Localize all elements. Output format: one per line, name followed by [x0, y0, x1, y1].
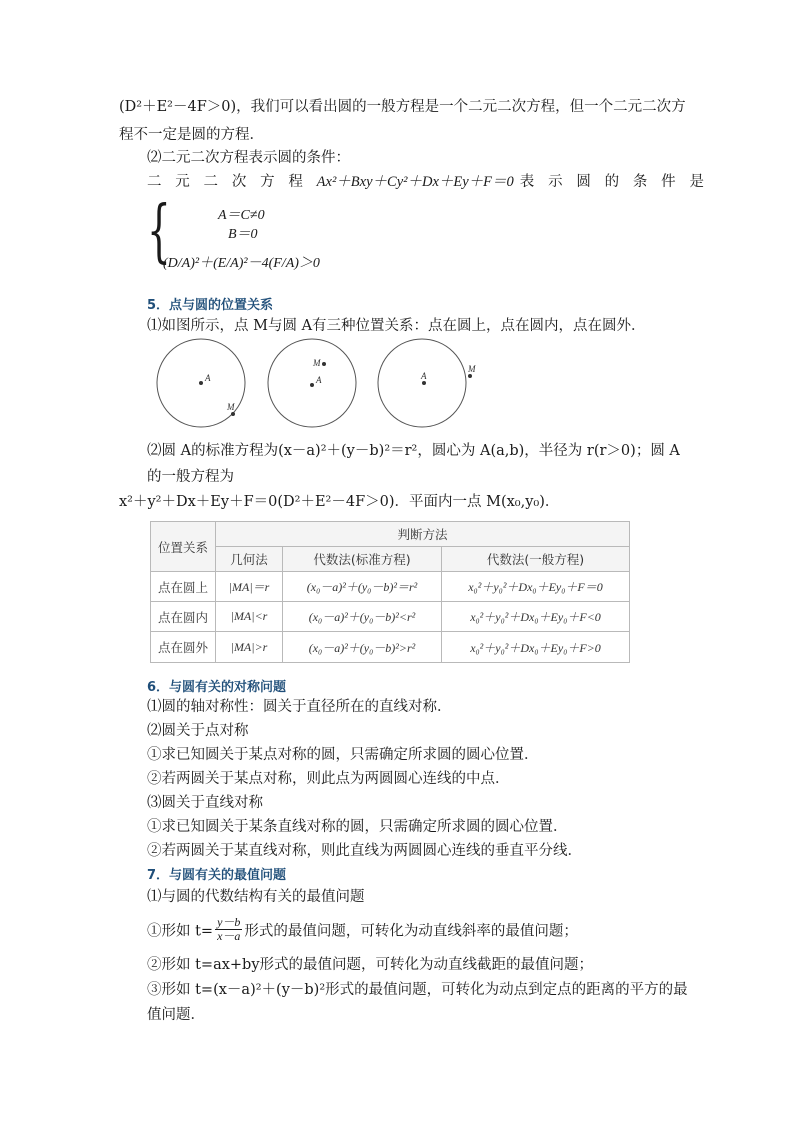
col-header-method: 判断方法	[216, 522, 630, 547]
para-line-2: 程不一定是圆的方程．	[119, 127, 264, 143]
center-dot	[310, 383, 314, 387]
table-row	[151, 602, 630, 632]
s6-line-6: ①求已知圆关于某条直线对称的圆，只需确定所求圆的圆心位置．	[147, 819, 568, 835]
condition-line	[147, 172, 718, 192]
row-general: x₀²＋y₀²＋Dx₀＋Ey₀＋F>0	[442, 632, 630, 663]
s6-line-3: ①求已知圆关于某点对称的圆，只需确定所求圆的圆心位置．	[147, 747, 539, 763]
fraction	[215, 916, 242, 943]
circle-on	[157, 339, 245, 427]
row-general: x₀²＋y₀²＋Dx₀＋Ey₀＋F<0	[442, 602, 630, 632]
fraction-numerator: y－b	[217, 915, 241, 929]
point-dot	[231, 412, 235, 416]
s5-line-3: 的一般方程为	[147, 469, 234, 485]
general-equation: Ax²＋Bxy＋Cy²＋Dx＋Ey＋F＝0	[316, 174, 514, 190]
row-standard: (x₀－a)²＋(y₀－b)²＝r²	[283, 572, 442, 602]
s7-line-4: ③形如 t=(x－a)²＋(y－b)²形式的最值问题，可转化为动点到定点的距离的平方的最	[147, 982, 688, 998]
condition-suffix: 表示圆的条件是	[519, 174, 718, 190]
s5-line-1: ⑴如图所示，点 M与圆 A有三种位置关系：点在圆上，点在圆内，点在圆外．	[147, 318, 646, 334]
row-geometric: |MA|<r	[216, 602, 283, 632]
s6-line-4: ②若两圆关于某点对称，则此点为两圆圆心连线的中点．	[147, 771, 510, 787]
point-label: M	[313, 358, 321, 368]
heading-6: 6．与圆有关的对称问题	[147, 680, 287, 695]
system-condition-1: A＝C≠0	[218, 208, 265, 223]
s6-line-5: ⑶圆关于直线对称	[147, 795, 263, 811]
s7-line-1: ⑴与圆的代数结构有关的最值问题	[147, 889, 365, 905]
center-dot	[199, 381, 203, 385]
center-label: A	[421, 371, 427, 381]
condition-prefix: 二元二次方程	[147, 174, 317, 190]
row-geometric: |MA|＝r	[216, 572, 283, 602]
table-row	[151, 572, 630, 602]
point-label: M	[227, 402, 235, 412]
row-standard: (x₀－a)²＋(y₀－b)²>r²	[283, 632, 442, 663]
circle-outside	[378, 339, 476, 427]
point-dot	[322, 362, 326, 366]
heading-7: 7．与圆有关的最值问题	[147, 868, 287, 883]
system-brace: {	[147, 192, 171, 271]
row-relation: 点在圆上	[151, 572, 216, 602]
s7-line-2-suffix: 形式的最值问题，可转化为动直线斜率的最值问题；	[244, 923, 578, 940]
row-relation: 点在圆内	[151, 602, 216, 632]
table-row	[151, 632, 630, 663]
fraction-denominator: x－a	[217, 929, 241, 943]
col-header-relation: 位置关系	[151, 522, 216, 572]
col-header-geometric: 几何法	[216, 547, 283, 572]
col-header-standard: 代数法(标准方程)	[283, 547, 442, 572]
center-label: A	[205, 373, 211, 383]
row-relation: 点在圆外	[151, 632, 216, 663]
sub-heading-2: ⑵二元二次方程表示圆的条件：	[147, 150, 350, 166]
s7-line-2-prefix: ①形如 t=	[147, 923, 214, 940]
col-header-general: 代数法(一般方程)	[442, 547, 630, 572]
system-condition-3: (D/A)²＋(E/A)²－4(F/A)＞0	[163, 256, 320, 271]
s5-line-4: x²＋y²＋Dx＋Ey＋F＝0(D²＋E²－4F＞0)．平面内一点 M(x₀,y₀)．	[119, 494, 560, 510]
center-dot	[422, 381, 426, 385]
point-label: M	[468, 364, 476, 374]
s6-line-1: ⑴圆的轴对称性：圆关于直径所在的直线对称．	[147, 699, 452, 715]
row-geometric: |MA|>r	[216, 632, 283, 663]
circle-figure	[150, 338, 480, 430]
s7-line-3: ②形如 t=ax+by形式的最值问题，可转化为动直线截距的最值问题；	[147, 957, 594, 973]
circle-inside	[268, 339, 356, 427]
system-condition-2: B＝0	[228, 227, 258, 242]
row-standard: (x₀－a)²＋(y₀－b)²<r²	[283, 602, 442, 632]
heading-5: 5．点与圆的位置关系	[147, 298, 274, 313]
s5-line-2: ⑵圆 A的标准方程为(x－a)²＋(y－b)²＝r²，圆心为 A(a,b)，半径为 r(r＞0)；圆 A	[147, 443, 680, 459]
s7-line-2	[147, 915, 578, 945]
s7-line-5: 值问题．	[147, 1007, 205, 1023]
s6-line-7: ②若两圆关于某直线对称，则此直线为两圆圆心连线的垂直平分线．	[147, 843, 582, 859]
para-line-1: (D²＋E²－4F＞0)，我们可以看出圆的一般方程是一个二元二次方程，但一个二元二次方	[119, 99, 686, 115]
point-dot	[468, 374, 472, 378]
position-table	[150, 521, 630, 663]
center-label: A	[316, 375, 322, 385]
row-general: x₀²＋y₀²＋Dx₀＋Ey₀＋F＝0	[442, 572, 630, 602]
s6-line-2: ⑵圆关于点对称	[147, 723, 249, 739]
